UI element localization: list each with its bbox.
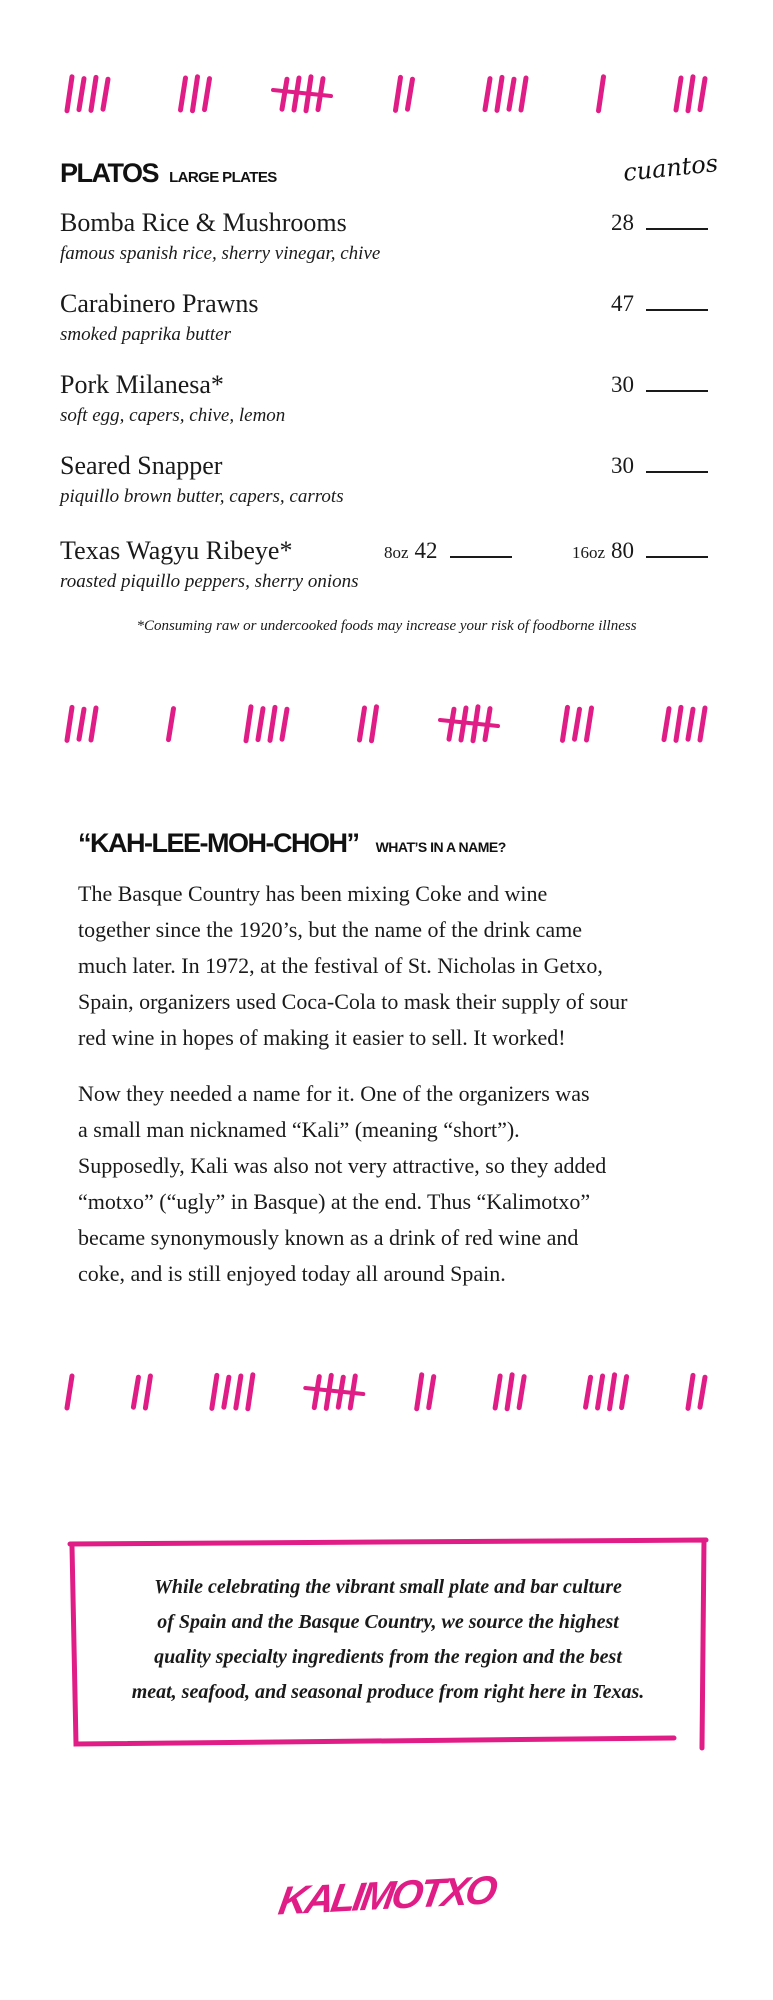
tally-stroke bbox=[417, 1375, 422, 1409]
tally-stroke bbox=[497, 77, 502, 110]
tally-group bbox=[664, 707, 705, 740]
dish-price: 30 bbox=[611, 372, 634, 397]
quote-line: quality specialty ingredients from the region and the best bbox=[154, 1646, 622, 1668]
tally-group bbox=[396, 77, 413, 110]
tally-stroke bbox=[181, 78, 186, 110]
story-paragraph-2 bbox=[78, 1076, 738, 1292]
dish-price: 30 bbox=[611, 453, 634, 478]
tally-stroke bbox=[282, 709, 287, 739]
tally-stroke bbox=[67, 1376, 72, 1408]
story-line: Spain, organizers used Coca-Cola to mask their supply of sour bbox=[78, 989, 628, 1014]
tally-group bbox=[133, 1376, 150, 1408]
menu-item bbox=[60, 208, 720, 266]
tally-divider-2 bbox=[0, 700, 773, 750]
quantity-blank[interactable] bbox=[646, 455, 708, 473]
tally-stroke bbox=[408, 79, 413, 109]
tally-group bbox=[563, 707, 592, 740]
tally-stroke bbox=[270, 707, 275, 740]
dish-name: Texas Wagyu Ribeye* bbox=[60, 536, 293, 565]
dish-description: roasted piquillo peppers, sherry onions bbox=[60, 571, 359, 592]
tally-stroke bbox=[224, 1377, 229, 1407]
tally-stroke bbox=[688, 77, 693, 111]
quantity-blank[interactable] bbox=[646, 212, 708, 230]
tally-stroke bbox=[563, 707, 568, 740]
quantity-blank[interactable] bbox=[646, 374, 708, 392]
tally-stroke bbox=[145, 1376, 150, 1408]
price-group bbox=[611, 210, 708, 236]
tally-stroke bbox=[449, 709, 454, 739]
dish-description: famous spanish rice, sherry vinegar, chive bbox=[60, 243, 381, 264]
logo-wordmark: KALIMOTXO bbox=[275, 1868, 498, 1924]
tally-marks-graphic bbox=[0, 700, 773, 750]
price-group bbox=[611, 291, 708, 317]
dish-price: 42 bbox=[414, 538, 438, 563]
dish-name: Bomba Rice & Mushrooms bbox=[60, 208, 347, 237]
quantity-blank[interactable] bbox=[450, 540, 512, 558]
tally-stroke bbox=[212, 1375, 217, 1408]
tally-stroke bbox=[246, 707, 251, 741]
tally-stroke bbox=[396, 77, 401, 110]
dish-price: 80 bbox=[611, 538, 634, 563]
tally-group bbox=[676, 77, 705, 111]
tally-group bbox=[485, 77, 526, 110]
menu-item bbox=[60, 451, 720, 509]
quote-line: of Spain and the Basque Country, we source the highest bbox=[157, 1611, 619, 1633]
price-group bbox=[611, 453, 708, 479]
tally-stroke bbox=[688, 1375, 693, 1408]
tally-group bbox=[212, 1375, 253, 1409]
tally-group bbox=[586, 1375, 627, 1409]
story-line: a small man nicknamed “Kali” (meaning “short”). bbox=[78, 1117, 520, 1142]
section-title: “KAH-LEE-MOH-CHOH” bbox=[78, 828, 359, 858]
tally-stroke bbox=[519, 1377, 524, 1408]
dish-description: piquillo brown butter, capers, carrots bbox=[60, 486, 344, 507]
tally-stroke bbox=[169, 709, 174, 740]
tally-stroke bbox=[700, 79, 705, 110]
tally-marks-graphic bbox=[0, 70, 773, 120]
tally-stroke bbox=[485, 79, 490, 110]
tally-stroke bbox=[507, 1375, 512, 1409]
tally-stroke bbox=[67, 707, 72, 740]
tally-group bbox=[440, 707, 498, 741]
tally-group bbox=[417, 1375, 434, 1409]
tally-marks-graphic bbox=[0, 1368, 773, 1418]
story-line: Supposedly, Kali was also not very attractive, so they added bbox=[78, 1153, 607, 1178]
tally-stroke bbox=[700, 708, 705, 740]
dish-price: 28 bbox=[611, 210, 634, 235]
tally-stroke bbox=[495, 1376, 500, 1408]
kalimotxo-logo bbox=[0, 1868, 773, 1924]
tally-stroke bbox=[103, 79, 108, 109]
dish-name: Pork Milanesa* bbox=[60, 370, 224, 399]
tally-stroke bbox=[133, 1377, 138, 1407]
section-subtitle: LARGE PLATES bbox=[169, 169, 277, 186]
tally-stroke bbox=[372, 707, 377, 741]
tally-stroke bbox=[599, 77, 604, 111]
tally-stroke bbox=[586, 1377, 591, 1407]
portion-size: 8oz bbox=[384, 543, 409, 562]
tally-stroke bbox=[664, 709, 669, 740]
quote-line: While celebrating the vibrant small plate and bar culture bbox=[154, 1576, 622, 1598]
story-line: Now they needed a name for it. One of the organizers was bbox=[78, 1081, 590, 1106]
tally-stroke bbox=[248, 1375, 253, 1409]
tally-group bbox=[495, 1375, 524, 1409]
tally-stroke bbox=[91, 77, 96, 110]
tally-stroke bbox=[598, 1376, 603, 1408]
tally-group bbox=[67, 1376, 72, 1408]
tally-stroke bbox=[67, 77, 72, 111]
name-section-header bbox=[78, 828, 506, 859]
story-line: The Basque Country has been mixing Coke and wine bbox=[78, 881, 548, 906]
tally-group bbox=[246, 707, 287, 741]
tally-stroke bbox=[282, 79, 287, 109]
tally-stroke bbox=[587, 708, 592, 740]
quantity-blank[interactable] bbox=[646, 293, 708, 311]
tally-stroke bbox=[676, 707, 681, 740]
price-group bbox=[611, 372, 708, 398]
tally-group bbox=[599, 77, 604, 111]
story-line: together since the 1920’s, but the name of the drink came bbox=[78, 917, 583, 942]
tally-stroke bbox=[429, 1377, 434, 1408]
tally-group bbox=[67, 77, 108, 111]
story-line: much later. In 1972, at the festival of St. Nicholas in Getxo, bbox=[78, 953, 603, 978]
tally-stroke bbox=[79, 709, 84, 739]
tally-stroke bbox=[521, 78, 526, 110]
tally-stroke bbox=[700, 1377, 705, 1407]
dish-name: Seared Snapper bbox=[60, 451, 223, 480]
tally-divider-3 bbox=[0, 1368, 773, 1418]
story-paragraph-1 bbox=[78, 876, 738, 1056]
tally-stroke bbox=[360, 708, 365, 740]
tally-group bbox=[67, 707, 96, 740]
food-safety-disclaimer: *Consuming raw or undercooked foods may increase your risk of foodborne illness bbox=[136, 618, 637, 634]
tally-stroke bbox=[509, 79, 514, 109]
story-line: red wine in hopes of making it easier to sell. It worked! bbox=[78, 1025, 566, 1050]
tally-stroke bbox=[610, 1375, 615, 1409]
tally-group bbox=[169, 709, 174, 740]
tally-stroke bbox=[193, 77, 198, 111]
tally-group bbox=[305, 1375, 363, 1408]
story-line: “motxo” (“ugly” in Basque) at the end. Thus “Kalimotxo” bbox=[78, 1189, 591, 1214]
tally-divider-1 bbox=[0, 70, 773, 120]
story-line: became synonymously known as a drink of red wine and bbox=[78, 1225, 579, 1250]
tally-stroke bbox=[575, 709, 580, 739]
tally-stroke bbox=[314, 1377, 319, 1408]
tally-stroke bbox=[688, 709, 693, 739]
portion-size: 16oz bbox=[571, 543, 605, 562]
tally-group bbox=[273, 77, 331, 111]
price-group-8oz bbox=[384, 538, 512, 564]
dish-description: smoked paprika butter bbox=[60, 324, 231, 345]
tally-stroke bbox=[91, 708, 96, 740]
tally-stroke bbox=[205, 79, 210, 110]
tally-group bbox=[360, 707, 377, 741]
tally-group bbox=[688, 1375, 705, 1408]
tally-stroke bbox=[676, 78, 681, 110]
tally-stroke bbox=[236, 1376, 241, 1408]
quote-text bbox=[88, 1570, 688, 1710]
story-line: coke, and is still enjoyed today all around Spain. bbox=[78, 1261, 506, 1286]
platos-header bbox=[60, 149, 720, 198]
sourcing-quote-box bbox=[66, 1536, 710, 1752]
quote-line: meat, seafood, and seasonal produce from right here in Texas. bbox=[131, 1681, 645, 1703]
menu-item bbox=[60, 370, 720, 428]
tally-stroke bbox=[622, 1377, 627, 1408]
tally-stroke bbox=[79, 79, 84, 110]
menu-item bbox=[60, 536, 720, 594]
quantity-blank[interactable] bbox=[646, 540, 708, 558]
section-subtitle: WHAT’S IN A NAME? bbox=[375, 839, 506, 855]
dish-price: 47 bbox=[611, 291, 634, 316]
dish-description: soft egg, capers, chive, lemon bbox=[60, 405, 286, 426]
price-group-16oz bbox=[572, 538, 708, 564]
menu-item bbox=[60, 289, 720, 347]
dish-name: Carabinero Prawns bbox=[60, 289, 259, 318]
tally-group bbox=[181, 77, 210, 111]
cuantos-label: cuantos bbox=[621, 149, 720, 187]
tally-stroke bbox=[258, 709, 263, 740]
section-title: PLATOS bbox=[60, 158, 159, 188]
